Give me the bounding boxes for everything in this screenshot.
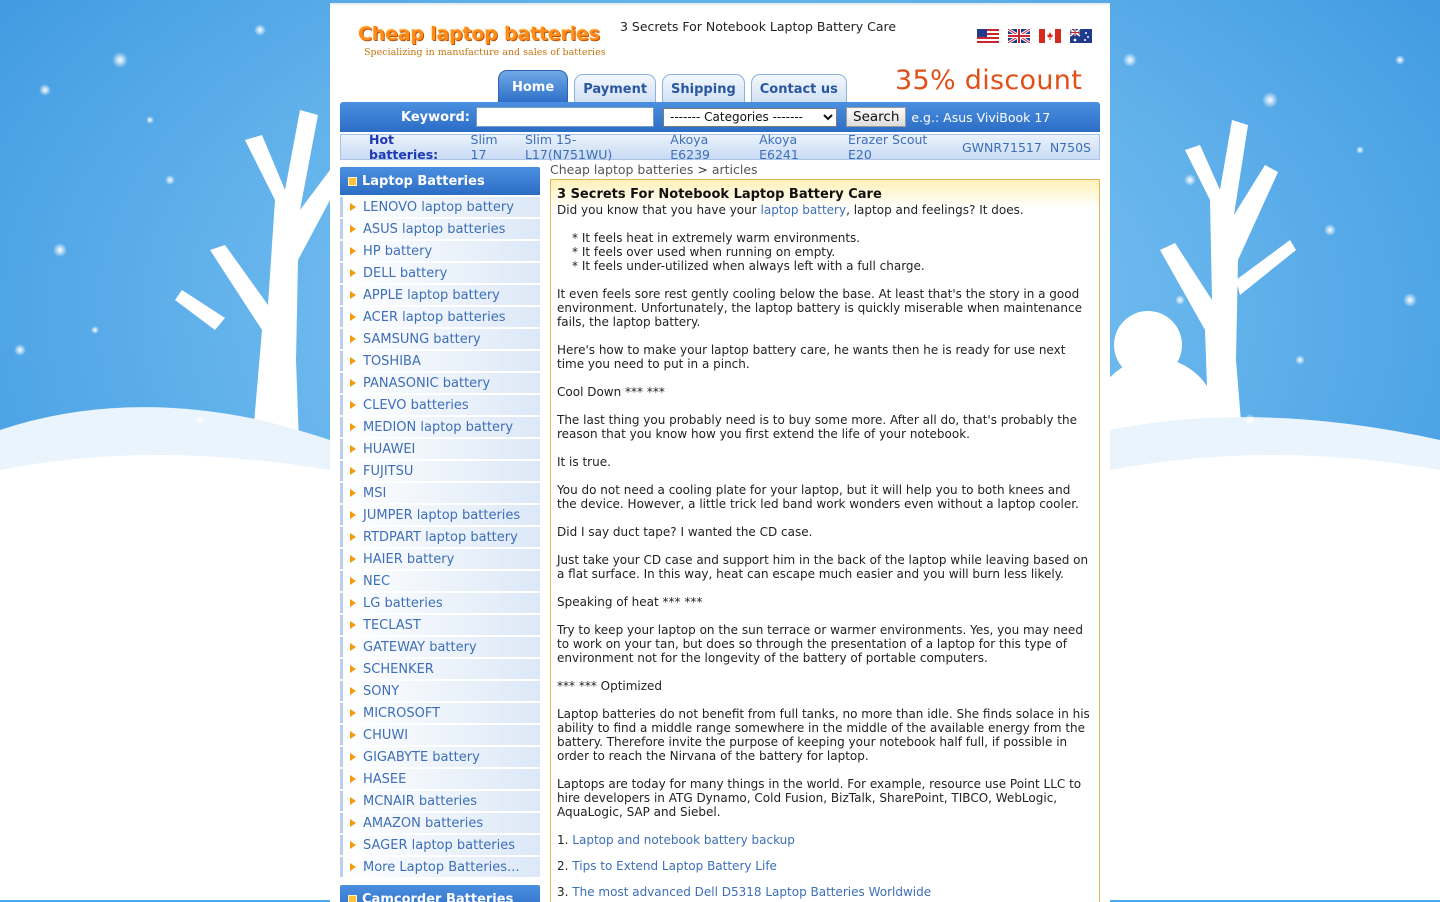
article-body <box>551 203 1099 899</box>
arrow-right-icon <box>350 401 356 409</box>
discount-banner[interactable]: 35% discount <box>895 65 1082 96</box>
sidebar-item[interactable] <box>340 285 540 305</box>
article-paragraph: Laptop batteries do not benefit from full tanks, no more than idle. She finds solace in his ability to find a middle range somewhere in the middle of the available energy from the battery. Therefore invite the purpose of keeping your notebook half full, if possible in order to reach the Nirvana of the battery for laptop. <box>557 707 1093 763</box>
arrow-right-icon <box>350 225 356 233</box>
arrow-right-icon <box>350 599 356 607</box>
hot-battery-link[interactable]: Akoya E6239 <box>670 132 751 162</box>
sidebar-item-label[interactable]: HASEE <box>363 772 406 787</box>
article-paragraph: Cool Down *** *** <box>557 385 1093 399</box>
sidebar-item[interactable] <box>340 263 540 283</box>
hot-batteries-bar <box>340 134 1100 160</box>
breadcrumb <box>550 162 758 177</box>
arrow-right-icon <box>350 797 356 805</box>
arrow-right-icon <box>350 819 356 827</box>
sidebar-item[interactable] <box>340 197 540 217</box>
article-intro <box>557 203 1093 217</box>
arrow-right-icon <box>350 555 356 563</box>
arrow-right-icon <box>350 621 356 629</box>
sidebar-item[interactable] <box>340 747 540 767</box>
article-panel <box>550 179 1100 902</box>
page-container <box>330 3 1110 902</box>
sidebar-item-label[interactable]: SONY <box>363 684 399 699</box>
arrow-right-icon <box>350 269 356 277</box>
bullet-item: * It feels under-utilized when always left with a full charge. <box>572 259 1093 273</box>
us-flag-icon[interactable] <box>977 29 999 43</box>
arrow-right-icon <box>350 687 356 695</box>
sidebar-item-label[interactable]: TOSHIBA <box>363 354 421 369</box>
arrow-right-icon <box>350 709 356 717</box>
sidebar-item[interactable] <box>340 593 540 613</box>
sidebar-item[interactable] <box>340 241 540 261</box>
article-paragraph: Here's how to make your laptop battery care, he wants then he is ready for use next time you need to put in a pinch. <box>557 343 1093 371</box>
sidebar-item[interactable] <box>340 857 540 877</box>
article-paragraph: Try to keep your laptop on the sun terrace or warmer environments. Yes, you may need to work on your tan, but does so through the presentation of a laptop for this type of environment not for the longevity of the battery of portable computers. <box>557 623 1093 665</box>
sidebar-item-label[interactable]: CLEVO batteries <box>363 398 469 413</box>
arrow-right-icon <box>350 775 356 783</box>
uk-flag-icon[interactable] <box>1008 29 1030 43</box>
arrow-right-icon <box>350 291 356 299</box>
related-article-item <box>557 885 1093 899</box>
related-article-link[interactable]: Tips to Extend Laptop Battery Life <box>572 859 777 873</box>
sidebar-item-label[interactable]: GATEWAY battery <box>363 640 477 655</box>
arrow-right-icon <box>350 247 356 255</box>
sidebar-item-label[interactable]: GIGABYTE battery <box>363 750 480 765</box>
sidebar-item-label[interactable]: SCHENKER <box>363 662 434 677</box>
page-heading: 3 Secrets For Notebook Laptop Battery Care <box>620 19 896 34</box>
related-article-link[interactable]: The most advanced Dell D5318 Laptop Batteries Worldwide <box>572 885 931 899</box>
sidebar-item-label[interactable]: MEDION laptop battery <box>363 420 513 435</box>
arrow-right-icon <box>350 357 356 365</box>
sidebar-item[interactable] <box>340 483 540 503</box>
sidebar-item-label[interactable]: RTDPART laptop battery <box>363 530 518 545</box>
arrow-right-icon <box>350 665 356 673</box>
sidebar-item[interactable] <box>340 659 540 679</box>
sidebar-item[interactable] <box>340 769 540 789</box>
sidebar-item[interactable] <box>340 505 540 525</box>
sidebar-item-label[interactable]: APPLE laptop battery <box>363 288 500 303</box>
sidebar-item[interactable] <box>340 395 540 415</box>
sidebar-item[interactable] <box>340 615 540 635</box>
sidebar-item-label[interactable]: ASUS laptop batteries <box>363 222 505 237</box>
intro-text: , laptop and feelings? It does. <box>846 203 1024 217</box>
tab-shipping[interactable]: Shipping <box>662 74 745 103</box>
sidebar-item-label[interactable]: HAIER battery <box>363 552 454 567</box>
sidebar-item[interactable] <box>340 681 540 701</box>
sidebar-item-label[interactable]: MICROSOFT <box>363 706 440 721</box>
arrow-right-icon <box>350 423 356 431</box>
sidebar-heading-laptop-batteries <box>340 167 540 195</box>
article-paragraph: The last thing you probably need is to buy some more. After all do, that's probably the reason that you know how you first extend the life of your notebook. <box>557 413 1093 441</box>
sidebar-item[interactable] <box>340 835 540 855</box>
arrow-right-icon <box>350 335 356 343</box>
search-example: e.g.: Asus ViviBook 17 <box>911 110 1050 125</box>
search-button[interactable]: Search <box>846 107 906 127</box>
sidebar-item[interactable] <box>340 703 540 723</box>
related-article-number: 3. <box>557 885 568 899</box>
category-select[interactable] <box>663 108 837 127</box>
tab-payment[interactable]: Payment <box>574 74 656 103</box>
keyword-label: Keyword: <box>401 110 470 125</box>
arrow-right-icon <box>350 445 356 453</box>
sidebar-item[interactable] <box>340 549 540 569</box>
article-bullet-list <box>572 231 1093 273</box>
hot-battery-link[interactable]: N750S <box>1050 140 1091 155</box>
arrow-right-icon <box>350 863 356 871</box>
related-article-item <box>557 859 1093 873</box>
sidebar-item[interactable] <box>340 571 540 591</box>
arrow-right-icon <box>350 467 356 475</box>
sidebar-item-label[interactable]: PANASONIC battery <box>363 376 490 391</box>
article-paragraph: *** *** Optimized <box>557 679 1093 693</box>
arrow-right-icon <box>350 313 356 321</box>
sidebar-item-label[interactable]: JUMPER laptop batteries <box>363 508 520 523</box>
sidebar-item[interactable] <box>340 637 540 657</box>
breadcrumb-current[interactable]: articles <box>712 162 758 177</box>
sidebar-item-label[interactable]: MCNAIR batteries <box>363 794 477 809</box>
canada-flag-icon[interactable] <box>1039 29 1061 43</box>
bullet-item: * It feels heat in extremely warm environments. <box>572 231 1093 245</box>
related-article-link[interactable]: Laptop and notebook battery backup <box>572 833 795 847</box>
related-article-item <box>557 833 1093 847</box>
language-flags <box>977 29 1092 43</box>
arrow-right-icon <box>350 379 356 387</box>
arrow-right-icon <box>350 203 356 211</box>
arrow-right-icon <box>350 533 356 541</box>
arrow-right-icon <box>350 577 356 585</box>
sidebar-item[interactable] <box>340 373 540 393</box>
article-title: 3 Secrets For Notebook Laptop Battery Care <box>551 180 1099 208</box>
sidebar-item-label[interactable]: SAGER laptop batteries <box>363 838 515 853</box>
sidebar-item-label[interactable]: LG batteries <box>363 596 443 611</box>
sidebar-heading-label: Camcorder Batteries <box>362 892 513 902</box>
arrow-right-icon <box>350 841 356 849</box>
article-paragraphs <box>557 287 1093 819</box>
sidebar-item[interactable] <box>340 527 540 547</box>
sidebar-item-label[interactable]: HP battery <box>363 244 432 259</box>
sidebar-item-label[interactable]: NEC <box>363 574 390 589</box>
australia-flag-icon[interactable] <box>1070 29 1092 43</box>
hot-battery-link[interactable]: Akoya E6241 <box>759 132 840 162</box>
sidebar-heading-label: Laptop Batteries <box>362 174 485 189</box>
main-nav-tabs <box>498 70 847 103</box>
sidebar-item[interactable] <box>340 219 540 239</box>
arrow-right-icon <box>350 511 356 519</box>
sidebar-item-label[interactable]: CHUWI <box>363 728 408 743</box>
bullet-square-icon <box>348 895 357 902</box>
keyword-input[interactable] <box>476 107 654 127</box>
sidebar-item-label[interactable]: ACER laptop batteries <box>363 310 506 325</box>
article-paragraph: It even feels sore rest gently cooling below the base. At least that's the story in a good environment. Unfortunately, the laptop battery is quickly miserable when maintenance fails, the laptop battery. <box>557 287 1093 329</box>
site-logo[interactable] <box>358 23 606 58</box>
sidebar-item[interactable] <box>340 417 540 437</box>
hot-battery-link[interactable]: GWNR71517 <box>962 140 1042 155</box>
sidebar-item-label[interactable]: SAMSUNG battery <box>363 332 481 347</box>
sidebar-item-label[interactable]: HUAWEI <box>363 442 415 457</box>
arrow-right-icon <box>350 643 356 651</box>
sidebar-item[interactable] <box>340 307 540 327</box>
sidebar-item-label[interactable]: FUJITSU <box>363 464 413 479</box>
related-article-number: 1. <box>557 833 568 847</box>
arrow-right-icon <box>350 731 356 739</box>
hot-battery-link[interactable]: Erazer Scout E20 <box>848 132 954 162</box>
hot-battery-link[interactable]: Slim 15-L17(N751WU) <box>525 132 662 162</box>
sidebar-item[interactable] <box>340 461 540 481</box>
related-articles <box>557 833 1093 899</box>
tab-contact-us[interactable]: Contact us <box>751 74 847 103</box>
laptop-battery-link[interactable]: laptop battery <box>761 203 847 217</box>
intro-text: Did you know that you have your <box>557 203 761 217</box>
sidebar-brand-list <box>340 197 540 877</box>
sidebar-heading-camcorder-batteries <box>340 885 540 902</box>
sidebar-item-label[interactable]: AMAZON batteries <box>363 816 483 831</box>
bullet-square-icon <box>348 177 357 186</box>
search-bar <box>340 102 1100 132</box>
article-paragraph: Laptops are today for many things in the world. For example, resource use Point LLC to hire developers in ATG Dynamo, Cold Fusion, BizTalk, SharePoint, TIBCO, WebLogic, AquaLogic, SAP and Siebel. <box>557 777 1093 819</box>
sidebar <box>340 167 540 902</box>
arrow-right-icon <box>350 753 356 761</box>
logo-title[interactable]: Cheap laptop batteries <box>358 23 606 45</box>
article-paragraph: Did I say duct tape? I wanted the CD case. <box>557 525 1093 539</box>
sidebar-item-label[interactable]: More Laptop Batteries... <box>363 860 519 875</box>
article-paragraph: Just take your CD case and support him in the back of the laptop while leaving based on a flat surface. In this way, heat can escape much easier and you will burn less likely. <box>557 553 1093 581</box>
breadcrumb-separator: > <box>697 162 707 177</box>
logo-tagline: Specializing in manufacture and sales of batteries <box>364 47 606 58</box>
sidebar-item-label[interactable]: DELL battery <box>363 266 447 281</box>
article-paragraph: It is true. <box>557 455 1093 469</box>
arrow-right-icon <box>350 489 356 497</box>
sidebar-item[interactable] <box>340 791 540 811</box>
bullet-item: * It feels over used when running on empty. <box>572 245 1093 259</box>
sidebar-item[interactable] <box>340 351 540 371</box>
sidebar-item-label[interactable]: TECLAST <box>363 618 421 633</box>
sidebar-item[interactable] <box>340 439 540 459</box>
sidebar-item-label[interactable]: LENOVO laptop battery <box>363 200 514 215</box>
article-paragraph: Speaking of heat *** *** <box>557 595 1093 609</box>
sidebar-item[interactable] <box>340 329 540 349</box>
related-article-number: 2. <box>557 859 568 873</box>
sidebar-item[interactable] <box>340 725 540 745</box>
sidebar-item[interactable] <box>340 813 540 833</box>
breadcrumb-home-link[interactable]: Cheap laptop batteries <box>550 162 693 177</box>
sidebar-item-label[interactable]: MSI <box>363 486 386 501</box>
hot-batteries-label: Hot batteries: <box>369 132 467 162</box>
hot-battery-link[interactable]: Slim 17 <box>471 132 517 162</box>
article-paragraph: You do not need a cooling plate for your laptop, but it will help you to both knees and the device. However, a little trick led band work wonders even without a laptop cooler. <box>557 483 1093 511</box>
tab-home[interactable]: Home <box>498 70 568 103</box>
